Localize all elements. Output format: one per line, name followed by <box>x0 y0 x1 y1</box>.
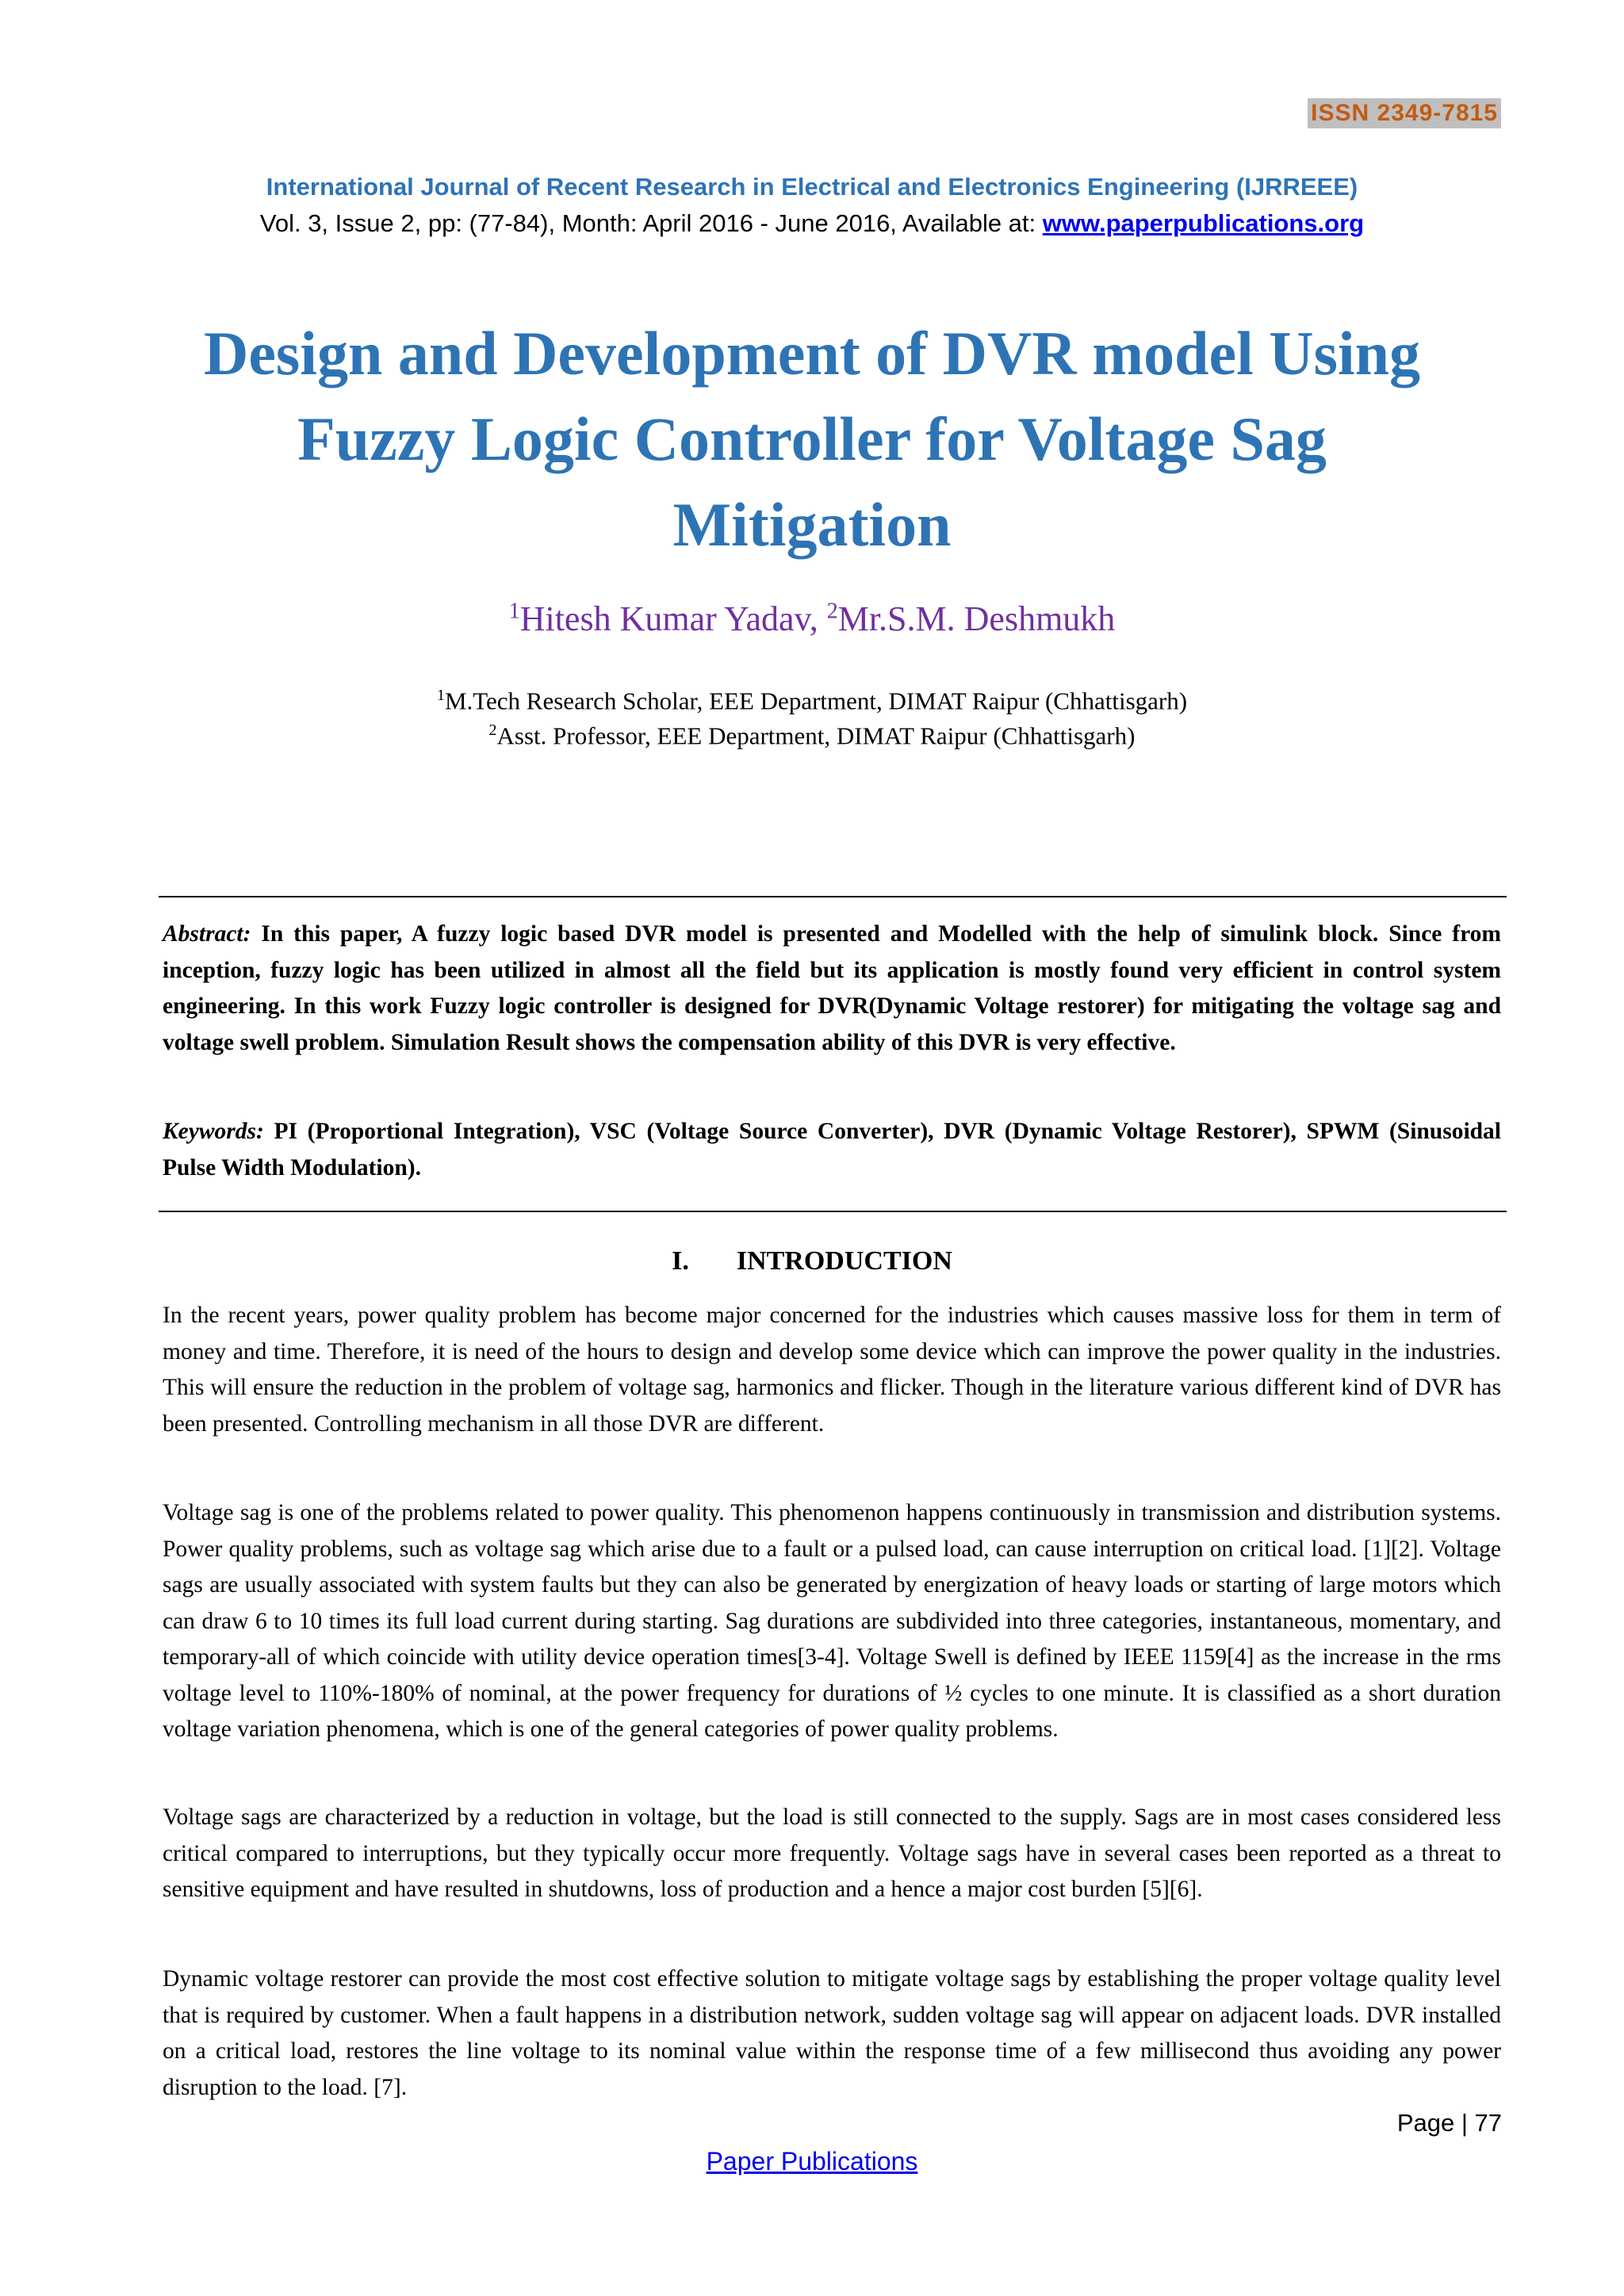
affiliation-2 <box>0 721 1624 750</box>
paper-title: Design and Development of DVR model Using Fuzzy Logic Controller for Voltage Sag Mitigation <box>203 319 1421 559</box>
journal-name: International Journal of Recent Research in Electrical and Electronics Engineering (IJRREEE) <box>266 173 1358 201</box>
affiliation-1-text: M.Tech Research Scholar, EEE Department, DIMAT Raipur (Chhattisgarh) <box>444 687 1188 715</box>
abstract-label: Abstract: <box>163 921 251 947</box>
intro-paragraph-4: Dynamic voltage restorer can provide the most cost effective solution to mitigate voltage sags by establishing the proper voltage quality level that is required by customer. When a fault happens in a distribution network, sudden voltage sag will appear on adjacent loads. DVR installed on a critical load, restores the line voltage to its nominal value within the response time of a few millisecond thus avoiding any power disruption to the load. [7]. <box>163 1966 1501 2100</box>
author-list <box>0 599 1624 639</box>
affiliation-1-sup: 1 <box>436 687 445 704</box>
publisher-link[interactable]: Paper Publications <box>706 2147 918 2175</box>
volume-info <box>0 209 1624 238</box>
intro-paragraph-2: Voltage sag is one of the problems related to power quality. This phenomenon happens continuously in transmission and distribution systems. Power quality problems, such as voltage sag which arise due to a fault or a pulsed load, can cause interruption on critical load. [1][2]. Voltage sags are usually associated with system faults but they can also be generated by energization of heavy loads or starting of large motors which can draw 6 to 10 times its full load current during starting. Sag durations are subdivided into three categories, instantaneous, momentary, and temporary-all of which coincide with utility device operation times[3-4]. Voltage Swell is defined by IEEE 1159[4] as the increase in the rms voltage level to 110%-180% of nominal, at the power frequency for durations of ½ cycles to one minute. It is classified as a short duration voltage variation phenomena, which is one of the general categories of power quality problems. <box>163 1500 1501 1742</box>
affiliation-2-text: Asst. Professor, EEE Department, DIMAT Raipur (Chhattisgarh) <box>496 721 1136 750</box>
affiliation-2-sup: 2 <box>488 721 497 739</box>
section-title: INTRODUCTION <box>736 1246 952 1276</box>
section-heading <box>0 1246 1624 1276</box>
keywords-text: PI (Proportional Integration), VSC (Voltage Source Converter), DVR (Dynamic Voltage Restorer), SPWM (Sinusoidal Pulse Width Modulation). <box>163 1119 1501 1181</box>
affiliation-1 <box>0 687 1624 715</box>
abstract <box>163 916 1501 1061</box>
journal-url-link[interactable]: www.paperpublications.org <box>1042 209 1365 237</box>
intro-paragraph-1: In the recent years, power quality problem has become major concerned for the industries which causes massive loss for them in term of money and time. Therefore, it is need of the hours to design and develop some device which can improve the power quality in the industries. This will ensure the reduction in the problem of voltage sag, harmonics and flicker. Though in the literature various different kind of DVR has been presented. Controlling mechanism in all those DVR are different. <box>163 1303 1501 1437</box>
author-2-name: Mr.S.M. Deshmukh <box>837 599 1116 638</box>
intro-paragraph-3: Voltage sags are characterized by a reduction in voltage, but the load is still connected to the supply. Sags are in most cases considered less critical compared to interruptions, but they typically occur more frequently. Voltage sags have in several cases been reported as a threat to sensitive equipment and have resulted in shutdowns, loss of production and a hence a major cost burden [5][6]. <box>163 1804 1501 1902</box>
issn-badge: ISSN 2349-7815 <box>1308 98 1501 128</box>
bottom-divider <box>159 1211 1507 1212</box>
abstract-text: In this paper, A fuzzy logic based DVR model is presented and Modelled with the help of simulink block. Since from inception, fuzzy logic has been utilized in almost all the field but its application is mostly found very efficient in control system engineering. In this work Fuzzy logic controller is designed for DVR(Dynamic Voltage restorer) for mitigating the voltage sag and voltage swell problem. Simulation Result shows the compensation ability of this DVR is very effective. <box>163 921 1501 1055</box>
volume-text: Vol. 3, Issue 2, pp: (77-84), Month: April 2016 - June 2016, Available at: <box>259 209 1043 237</box>
page-number: Page | 77 <box>1396 2109 1502 2137</box>
author-1-sup: 1 <box>508 599 520 624</box>
author-2-sup: 2 <box>826 599 838 624</box>
keywords <box>163 1114 1501 1186</box>
top-divider <box>159 896 1507 897</box>
author-1-name: Hitesh Kumar Yadav, <box>519 599 827 638</box>
section-number: I. <box>672 1246 689 1276</box>
keywords-label: Keywords: <box>163 1119 264 1144</box>
